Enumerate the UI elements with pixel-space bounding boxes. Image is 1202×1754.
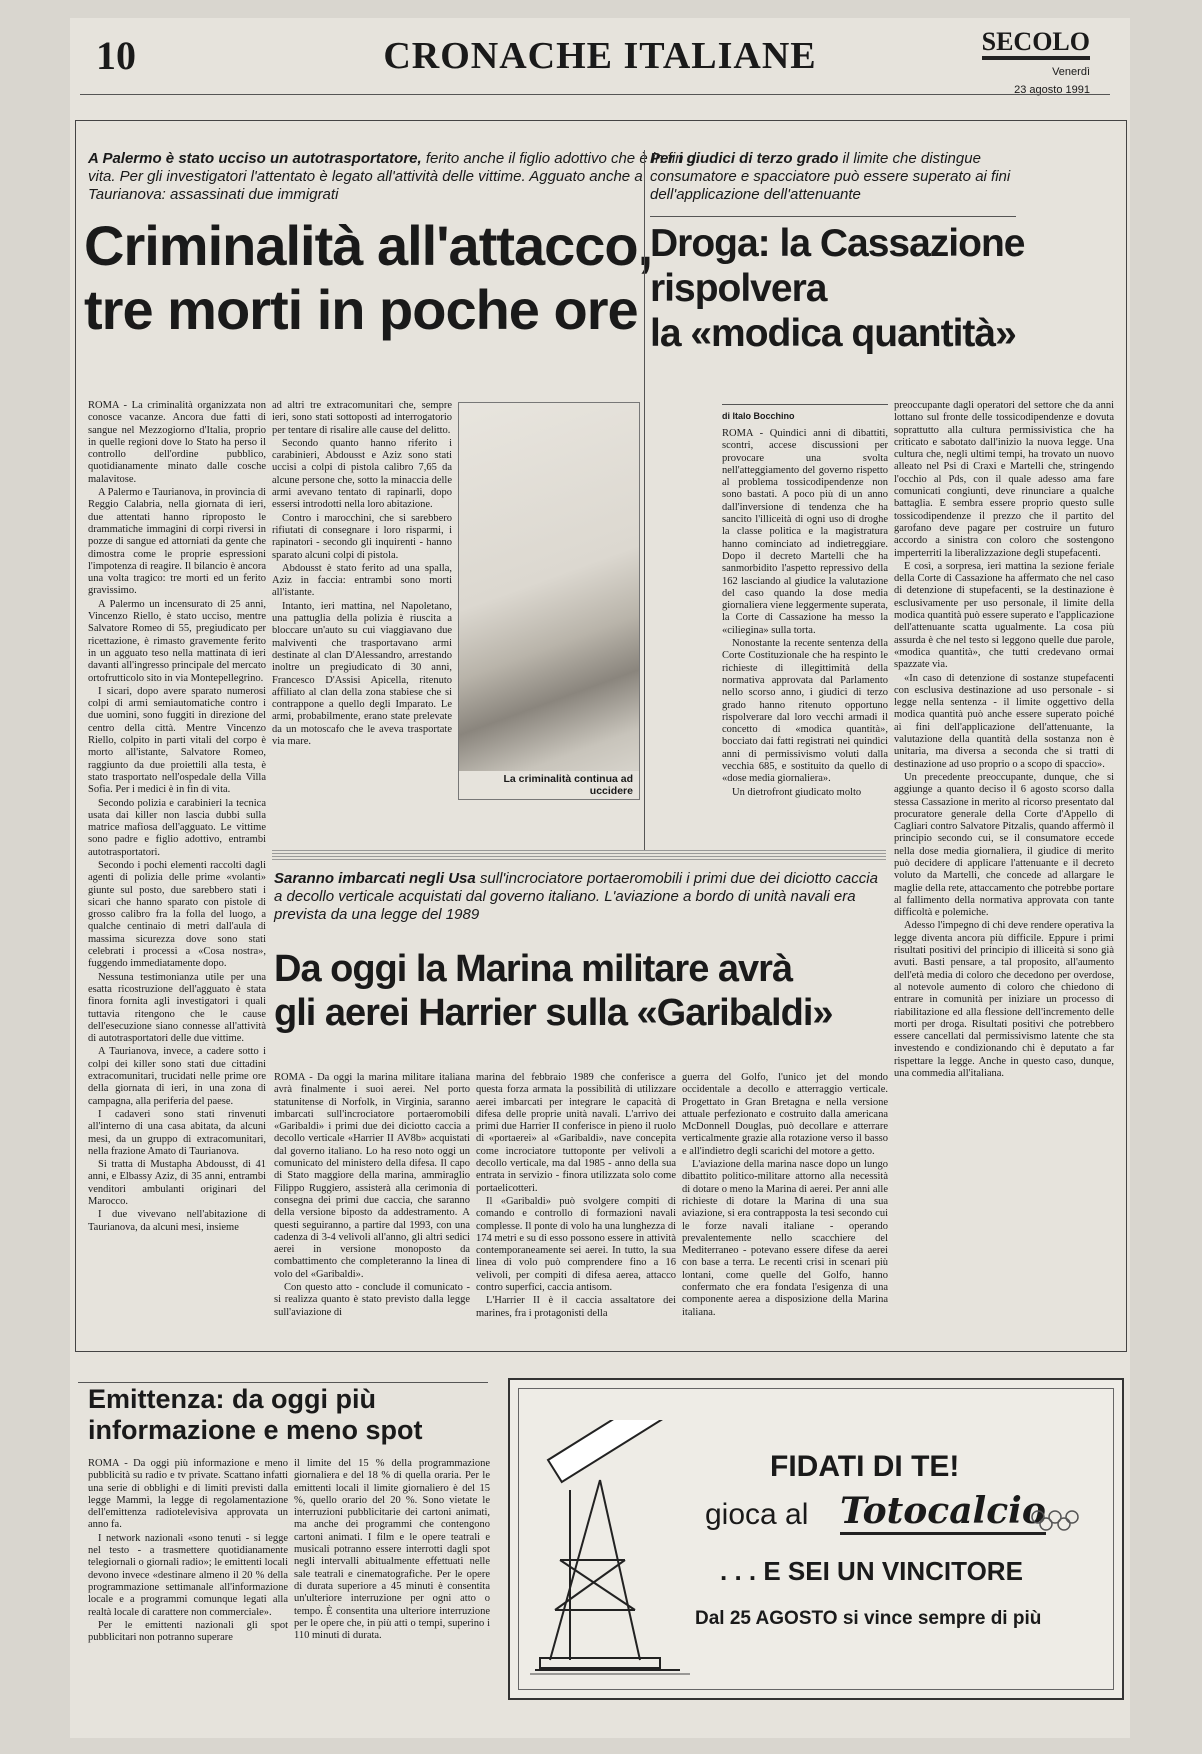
- article1-photo-caption: La criminalità continua ad uccidere: [459, 771, 639, 799]
- article1-c2-p5: Intanto, ieri mattina, nel Napoletano, una pattuglia della polizia è riuscita a bloccare un'auto su cui viaggiavano due malviventi che trasportavano armi destinate al clan D'Alessandro, arrestando inoltre un pregiudicato di 30 anni, Francesco D'Assisi Apicella, ritenuto affiliato al clan della zona stabiese che si contrappone a quello degli Imparato. Le armi, probabilmente, erano state prelevate da un motoscafo che le aveva trasportate via mare.: [272, 600, 452, 748]
- article4-c2-p1: il limite del 15 % della programmazione giornaliera e del 18 % di quella oraria. Per le emittenti locali il limite giornaliero è del 15 %, quello orario del 20 %. Sono vietate le interruzioni pubblicitarie dei cartoni animati, ma anche dei programmi che contengono cartoni animati. I film e le opere teatrali e musicali potranno essere interrotti dagli spot negli intervalli abitualmente effettuati nelle sale teatrali e cinematografiche. Per le opere di durata superiore a 45 minuti è consentita un'ulteriore interruzione per ogni atto o tempo. È consentita una ulteriore interruzione per le opere che, in più atti o tempi, superino i 110 minuti di durata.: [294, 1458, 490, 1642]
- article2-headline-line2: rispolvera: [650, 267, 827, 310]
- article4-top-rule: [78, 1382, 488, 1383]
- article4-headline-line2: informazione e meno spot: [88, 1415, 423, 1445]
- issue-day: Venerdì: [1052, 66, 1090, 78]
- article1-c1-p5: Secondo polizia e carabinieri la tecnica usata dai killer non lascia dubbi sulla matrice mafiosa dell'agguato. Le vittime sono padre e figlio adottivo, entrambi autotrasportatori.: [88, 797, 266, 858]
- article3-c1-p2: Con questo atto - conclude il comunicato - si realizza quanto è stato previsto dalla legge sull'aviazione di: [274, 1282, 470, 1318]
- advert-date-text: Dal 25 AGOSTO si vince sempre di più: [695, 1608, 1042, 1629]
- article1-c2-p3: Contro i marocchini, che si sarebbero rifiutati di consegnare i loro risparmi, i rapinatori - secondo gli inquirenti - hanno sparato alcuni colpi di pistola.: [272, 512, 452, 561]
- article3-column-2: [476, 1072, 676, 1342]
- article3-column-3: [682, 1072, 888, 1342]
- article2-kicker-bold: Per i giudici di terzo grado: [650, 150, 839, 167]
- article2-c1-p2: Nonostante la recente sentenza della Corte Costituzionale che ha respinto le richieste di illegittimità della normativa approvata dal Parlamento nello scorso anno, i giudici di terzo grado hanno ritenuto opportuno rispolverare dal loro vecchi armadi il concetto di «modica quantità», bocciato dai fatti registrati nei quindici anni di permissivismo voluti dalla vecchia 685, e sostituito da quello di «dose media giornaliera».: [722, 638, 888, 785]
- article2-headline-line1: Droga: la Cassazione: [650, 222, 1025, 265]
- article1-c1-p9: I cadaveri sono stati rinvenuti all'interno di una casa abitata, da alcuni mesi, da un gruppo di extracomunitari, nella frazione Amato di Taurianova.: [88, 1108, 266, 1157]
- article1-c2-p2: Secondo quanto hanno riferito i carabinieri, Abdousst e Aziz sono stati uccisi a colpi di pistola calibro 7,65 da alcune persone che, sotto la minaccia delle armi avevano tentato di rapinarli, dopo essersi introdotti nella loro abitazione.: [272, 437, 452, 511]
- article2-kicker: [650, 150, 1020, 204]
- article1-kicker: [88, 150, 708, 204]
- article1-c2-p4: Abdousst è stato ferito ad una spalla, Aziz in faccia: entrambi sono morti all'istante.: [272, 562, 452, 599]
- article2-headline-line3: la «modica quantità»: [650, 312, 1016, 355]
- header-rule: [80, 94, 1110, 95]
- article2-kicker-rule: [650, 216, 1016, 217]
- article3-c2-p2: Il «Garibaldi» può svolgere compiti di comando e controllo di formazioni navali complesse. Il ponte di volo ha una lunghezza di 174 metri e su di esso possono essere in attività contemporaneamente sei aerei. In tutto, la sua linea di volo può comprendere fino a 16 velivoli, per compiti di difesa aerea, attacco contro superfici, caccia antisom.: [476, 1195, 676, 1294]
- issue-date: 23 agosto 1991: [1014, 84, 1090, 96]
- article1-c1-p6: Secondo i pochi elementi raccolti dagli agenti di polizia delle prime «volanti» giunte sul posto, due sarebbero stati i sicari che hanno sparato con pistole di grosso calibro fra la folla del luogo, a qualche centinaio di metri dall'aula di massima sicurezza dove sono stati celebrati i processi a «Cosa nostra», fuggendo immediatamente dopo.: [88, 859, 266, 970]
- column-divider: [644, 150, 645, 850]
- article2-column-2: [894, 400, 1114, 1340]
- article2-column-1: [722, 428, 888, 798]
- article1-column-2: [272, 400, 452, 790]
- advert-headline: FIDATI DI TE!: [770, 1450, 960, 1483]
- newspaper-page: [70, 18, 1130, 1738]
- article4-column-1: [88, 1458, 288, 1726]
- article2-byline: di Italo Bocchino: [722, 411, 795, 421]
- article3-c1-p1: ROMA - Da oggi la marina militare italiana avrà finalmente i suoi aerei. Nel porto statunitense di Norfolk, in Virginia, saranno imbarcati sull'incrociatore portaeromobili «Garibaldi» i primi due dei diciotto caccia a decollo verticale «Harrier II AV8b» acquistati dal governo italiano. Lo ha reso noto oggi un comunicato del ministero della difesa. Il capo di Stato maggiore della marina, ammiraglio Filippo Ruggiero, assisterà alla cerimonia di consegna dei primi due caccia, che saranno della versione biposto da addestramento. A questi seguiranno, a partire dal 1993, con una cadenza di 3-4 velivoli all'anno, gli altri sedici aerei in versione monoposto da combattimento che completeranno la linea di volo del «Garibaldi».: [274, 1072, 470, 1280]
- article4-headline: [88, 1386, 488, 1444]
- article4-c1-p3: Per le emittenti nazionali gli spot pubblicitari non potranno superare: [88, 1619, 288, 1644]
- article1-photo: [458, 402, 640, 800]
- article1-c1-p8: A Taurianova, invece, a cadere sotto i colpi dei killer sono stati due cittadini extracomunitari, trucidati nelle prime ore della giornata di ieri, in una zona di campagna, alla periferia del paese.: [88, 1046, 266, 1107]
- article3-c3-p1: guerra del Golfo, l'unico jet del mondo occidentale a decollo e atterraggio verticale. Progettato in Gran Bretagna e nella versione attuale perfezionato e costruito dalla americana McDonnell Douglas, può decollare e atterrare verticalmente grazie alla rotazione verso il basso e all'indietro degli scarichi del motore a getto.: [682, 1072, 888, 1157]
- masthead-logo: [982, 28, 1090, 96]
- article2-kicker-text: il limite che distingue consumatore e spacciatore può essere superato ai fini dell'applicazione dell'attenuante: [650, 150, 1011, 203]
- article2-c2-p5: Adesso l'impegno di chi deve rendere operativa la legge diventa ancora più difficile. Eppure i primi risultati positivi del principio di illiceità si sono già avuti. Basti pensare, a tal proposito, all'aumento dell'età media di coloro che decedono per overdose, al notevole aumento di coloro che chiedono di entrare in comunità per iniziare un processo di riabilitazione ed alla flessione dell'incremento delle morti per droga. Risultati positivi che potrebbero essere cancellati dal permissivismo latente che sta investendo e condizionando chi è deputato a far rispettare la legge. Anche in questo caso, dunque, una commedia all'italiana.: [894, 920, 1114, 1080]
- article1-c1-p3: A Palermo un incensurato di 25 anni, Vincenzo Riello, è stato ucciso, mentre Salvatore Romeo di 55, pregiudicato per ricettazione, è rimasto gravemente ferito in un agguato teso nella mattinata di ieri davanti all'ingresso principale del mercato ortofrutticolo sito in via Montepellegrino.: [88, 598, 266, 684]
- section-title: CRONACHE ITALIANE: [383, 35, 817, 77]
- article1-column-1: [88, 400, 266, 1342]
- article4-headline-line1: Emittenza: da oggi più: [88, 1384, 376, 1414]
- article1-c1-p2: A Palermo e Taurianova, in provincia di Reggio Calabria, nella giornata di ieri, due attentati hanno riproposto le drammatiche immagini di corpi riversi in pozze di sangue ed attorniati da gente che dimostra come le proprie espressioni l'impotenza di reagire. Il bilancio è ancora una volta tragico: tre morti ed un ferito gravissimo.: [88, 487, 266, 597]
- article3-c2-p1: marina del febbraio 1989 che conferisce a questa forza armata la possibilità di utilizzare aerei imbarcati per integrare le capacità di difesa delle proprie unità navali. L'arrivo dei primi due Harrier II conferisce in pieno il ruolo di «portaerei» al «Garibaldi», nave concepita come incrociatore tuttoponte per velivoli a decollo verticale, ma dal 1985 - anno della sua entrata in servizio - finora utilizzata solo come portaelicotteri.: [476, 1072, 676, 1194]
- article3-headline-line2: gli aerei Harrier sulla «Garibaldi»: [274, 992, 833, 1034]
- article1-headline-line1: Criminalità all'attacco,: [84, 214, 653, 277]
- article2-c1-p1: ROMA - Quindici anni di dibattiti, scontri, accese discussioni per provocare una svolta nell'atteggiamento del governo rispetto al problema tossicodipendenze non sono bastati. A poco più di un anno dall'inversione di tendenza che ha sancito l'illiceità di ogni uso di droghe la classe politica e la magistratura hanno cominciato ad indietreggiare. Dopo il decreto Martelli che ha sanmorbidito l'aspetto repressivo della 162 lasciando al giudice la valutazione del caso quando la dose media giornaliera viene leggermente superata, la Corte di Cassazione ha messo la «ciliegina» sulla torta.: [722, 428, 888, 636]
- article3-kicker-text: sull'incrociatore portaeromobili i primi due dei diciotto caccia a decollo verticale acquistati dal governo italiano. L'aviazione a bordo di unità navali era prevista da una legge del 1989: [274, 870, 878, 923]
- totocalcio-advert: [508, 1378, 1124, 1700]
- article3-headline-line1: Da oggi la Marina militare avrà: [274, 948, 793, 990]
- olympic-rings-icon: [1030, 1508, 1080, 1534]
- article1-headline: [84, 214, 724, 341]
- article3-column-1: [274, 1072, 470, 1342]
- article3-headline: [274, 950, 894, 1032]
- article3-c3-p2: L'aviazione della marina nasce dopo un lungo dibattito politico-militare attorno alla necessità di dotare o meno la Marina di aerei. Per anni alle richieste di dotare la Marina di una sua aviazione, si era contrapposta la tesi secondo cui le forze navali italiane - operando prevalentemente nello scacchiere del Mediterraneo - potevano essere difese da aerei con base a terra. Le recenti crisi in scenari più lontani, come quelle del Golfo, hanno confermato che era fondata l'esigenza di una componente aerea a disposizione della Marina italiana.: [682, 1159, 888, 1318]
- article1-c2-p1: ad altri tre extracomunitari che, sempre ieri, sono stati sottoposti ad interrogatorio per tentare di risalire alle cause del delitto.: [272, 400, 452, 436]
- section-separator: [272, 850, 886, 860]
- article2-c2-p4: Un precedente preoccupante, dunque, che si aggiunge a quanto deciso il 6 agosto scorso dalla stessa Cassazione in merito al ricorso presentato dal procuratore generale della Corte d'Appello di Cagliari contro Salvatore Pitzalis, quando affermò il principio secondo cui, se il consumatore eccede nella dose media giornaliera, il giudice di merito può decidere di applicare l'attenuante e il decreto voluto da Martelli, che concede ad allargare le maglie della rete, attaccamento che potrebbe portare al fallimento della normativa approvata con tante difficoltà e polemiche.: [894, 771, 1114, 919]
- article1-c1-p10: Si tratta di Mustapha Abdousst, di 41 anni, e Elbassy Aziz, di 35 anni, entrambi venditori ambulanti originari del Marocco.: [88, 1159, 266, 1207]
- logo-text: SECOLO: [982, 28, 1090, 60]
- article4-c1-p2: I network nazionali «sono tenuti - si legge nel testo - a trasmettere quotidianamente telegiornali o giornali radio»; le emittenti locali devono invece «destinare almeno il 20 % della programmazione settimanale all'informazione locale e a programmi comunque legati alla realtà locale di carattere non commerciale».: [88, 1532, 288, 1618]
- article1-c1-p11: I due vivevano nell'abitazione di Taurianova, da alcuni mesi, insieme: [88, 1209, 266, 1233]
- article3-kicker: [274, 870, 884, 924]
- article2-c2-p2: E così, a sorpresa, ieri mattina la sezione feriale della Corte di Cassazione ha affermato che nel caso di detenzione di stupefacenti, se la destinazione è esclusivamente per uso personale, il limite della modica quantità può essere superato e l'applicazione dell'attenuante scatta ugualmente. La cosa più assurda è che nel testo si leggono quelle due parole, «modica quantità», che tutti credevano ormai spazzate via.: [894, 560, 1114, 671]
- article2-c1-p3: Un dietrofront giudicato molto: [732, 786, 862, 798]
- article2-headline: [650, 224, 1120, 353]
- totocalcio-logo: Totocalcio: [840, 1490, 1046, 1535]
- article1-c1-p4: I sicari, dopo avere sparato numerosi colpi di armi semiautomatiche contro i due uomini, sono fuggiti in direzione del centro della città. Mentre Vincenzo Riello, colpito in parti vitali del corpo è morto all'istante, Salvatore Romeo, raggiunto da due proiettili alla testa, è stato trasportato nell'ospedale della Villa Sofia. Per i medici è in fin di vita.: [88, 685, 266, 796]
- page-number: 10: [96, 33, 136, 78]
- advert-winner-text: . . . E SEI UN VINCITORE: [720, 1556, 1023, 1586]
- article1-c1-p1: ROMA - La criminalità organizzata non conosce vacanze. Ancora due fatti di sangue nel Mezzogiorno d'Italia, proprio in quelle regioni dove lo Stato ha perso il controllo dell'ordine pubblico, quotidianamente minato dalle cosche malavitose.: [88, 400, 266, 485]
- article1-headline-line2: tre morti in poche ore: [84, 278, 638, 341]
- article1-c1-p7: Nessuna testimonianza utile per una esatta ricostruzione dell'agguato è stata finora fornita agli investigatori i quali tuttavia ritengono che le cause dell'esecuzione siano connesse all'attività di autotrasportatori delle due vittime.: [88, 971, 266, 1045]
- advert-play-text: gioca al: [705, 1498, 809, 1531]
- article2-c2-p1: preoccupante dagli operatori del settore che da anni lottano sul fronte delle tossicodipendenze e dovuta soprattutto alla cultura permissivistica che ha criticato e sabotato dall'inizio la nuova legge. Una cultura che, negli ultimi tempi, ha trovato un nuovo alleato nel Psi di Craxi e Martelli che, stringendo l'occhio al Pds, con il quale adesso ama fare comunicati congiunti, deve rinunciare a qualche battaglia. E sembra essere proprio questo sulle tossicodipendenze il prezzo che il partito del garofano deve pagare per costruire un futuro accordo a sinistra con coloro che sostengono imperterriti la liberalizzazione degli stupefacenti.: [894, 400, 1114, 559]
- article4-column-2: [294, 1458, 490, 1726]
- article1-kicker-text: ferito anche il figlio adottivo che è in fin di vita. Per gli investigatori l'attentato è legato all'attività delle vittime. Agguato anche a Taurianova: assassinati due immigrati: [88, 150, 700, 203]
- article4-c1-p1: ROMA - Da oggi più informazione e meno pubblicità su radio e tv private. Scattano infatti una serie di obblighi e di limiti previsti dalla legge Mammì, la legge di regolamentazione dell'emittenza radiotelevisiva approvata un anno fa.: [88, 1458, 288, 1531]
- article3-c2-p3: L'Harrier II è il caccia assaltatore dei marines, fra i protagonisti della: [476, 1295, 676, 1319]
- article2-byline-rule: [722, 404, 888, 405]
- article1-kicker-bold: A Palermo è stato ucciso un autotrasportatore,: [88, 150, 422, 167]
- article3-kicker-bold: Saranno imbarcati negli Usa: [274, 870, 476, 887]
- telescope-illustration: [530, 1420, 700, 1680]
- article2-c2-p3: «In caso di detenzione di sostanze stupefacenti con esclusiva destinazione ad uso personale - si legge nella sentenza - il limite oggettivo della modica quantità può anche essere superato poiché ai fini dell'applicazione dell'attenuante, la valutazione della quantità della sostanza non è unitaria, ma diversa a seconda che si tratti di destinazione ad uso proprio o a scopo di spaccio».: [894, 672, 1114, 770]
